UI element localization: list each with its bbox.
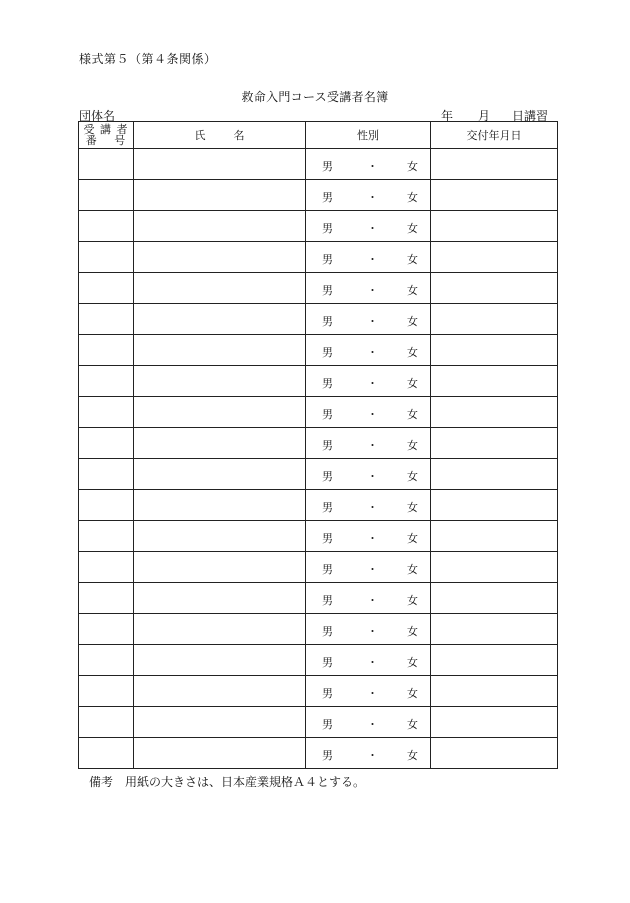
cell-name[interactable] [134,614,306,645]
sex-option-female[interactable]: 女 [407,687,418,700]
table-row [79,211,558,242]
sex-option-male[interactable]: 男 [322,501,333,514]
sex-separator: ・ [367,656,378,669]
sex-option-female[interactable]: 女 [407,563,418,576]
cell-number[interactable] [79,552,134,583]
cell-issue-date[interactable] [431,273,558,304]
sex-separator: ・ [367,377,378,390]
cell-number[interactable] [79,304,134,335]
table-row [79,242,558,273]
sex-option-female[interactable]: 女 [407,346,418,359]
cell-sex[interactable] [306,273,431,304]
cell-number[interactable] [79,707,134,738]
footer-note [89,773,365,790]
cell-number[interactable] [79,149,134,180]
cell-sex[interactable] [306,242,431,273]
cell-sex[interactable] [306,149,431,180]
sex-option-female[interactable]: 女 [407,160,418,173]
column-header-number [79,122,134,149]
cell-issue-date[interactable] [431,645,558,676]
sex-option-male[interactable]: 男 [322,315,333,328]
sex-option-female[interactable]: 女 [407,253,418,266]
cell-name[interactable] [134,273,306,304]
cell-sex[interactable] [306,552,431,583]
table-row [79,707,558,738]
cell-name[interactable] [134,583,306,614]
column-header-name-given: 名 [233,129,245,142]
sex-separator: ・ [367,749,378,762]
sex-option-male[interactable]: 男 [322,377,333,390]
cell-issue-date[interactable] [431,707,558,738]
sex-separator: ・ [367,315,378,328]
cell-issue-date[interactable] [431,552,558,583]
cell-sex[interactable] [306,521,431,552]
sex-option-male[interactable]: 男 [322,749,333,762]
cell-name[interactable] [134,335,306,366]
sex-option-male[interactable]: 男 [322,160,333,173]
cell-number[interactable] [79,335,134,366]
sex-separator: ・ [367,408,378,421]
cell-name[interactable] [134,676,306,707]
table-row [79,335,558,366]
cell-sex[interactable] [306,676,431,707]
cell-sex[interactable] [306,645,431,676]
cell-issue-date[interactable] [431,242,558,273]
sex-option-male[interactable]: 男 [322,253,333,266]
cell-issue-date[interactable] [431,738,558,769]
date-day-label: 日講習 [512,109,549,123]
column-header-number-line1: 受 講 者 [83,123,129,136]
cell-number[interactable] [79,614,134,645]
column-header-name [134,122,306,149]
roster-table [78,121,558,769]
cell-name[interactable] [134,707,306,738]
cell-issue-date[interactable] [431,366,558,397]
sex-option-female[interactable]: 女 [407,625,418,638]
sex-option-male[interactable]: 男 [322,346,333,359]
sex-option-male[interactable]: 男 [322,532,333,545]
cell-name[interactable] [134,149,306,180]
cell-name[interactable] [134,397,306,428]
sex-option-male[interactable]: 男 [322,439,333,452]
sex-separator: ・ [367,160,378,173]
group-name-label: 団体名 [79,109,116,123]
cell-number[interactable] [79,366,134,397]
table-row [79,614,558,645]
cell-issue-date[interactable] [431,180,558,211]
table-row [79,645,558,676]
table-row [79,552,558,583]
sex-option-male[interactable]: 男 [322,284,333,297]
cell-name[interactable] [134,242,306,273]
sex-option-male[interactable]: 男 [322,470,333,483]
cell-number[interactable] [79,273,134,304]
cell-issue-date[interactable] [431,459,558,490]
sex-option-female[interactable]: 女 [407,718,418,731]
sex-option-male[interactable]: 男 [322,563,333,576]
cell-issue-date[interactable] [431,149,558,180]
column-header-name-family: 氏 [194,129,206,142]
cell-number[interactable] [79,676,134,707]
sex-separator: ・ [367,346,378,359]
cell-number[interactable] [79,738,134,769]
cell-name[interactable] [134,428,306,459]
table-row [79,490,558,521]
cell-name[interactable] [134,490,306,521]
table-row [79,583,558,614]
sex-option-female[interactable]: 女 [407,470,418,483]
sex-option-male[interactable]: 男 [322,222,333,235]
table-row [79,304,558,335]
page-title: 救命入門コース受講者名簿 [241,90,389,104]
cell-name[interactable] [134,304,306,335]
cell-number[interactable] [79,428,134,459]
cell-issue-date[interactable] [431,304,558,335]
sex-option-female[interactable]: 女 [407,408,418,421]
cell-number[interactable] [79,521,134,552]
cell-sex[interactable] [306,583,431,614]
sex-separator: ・ [367,191,378,204]
form-label: 様式第５（第４条関係） [79,52,217,66]
table-row [79,366,558,397]
column-header-issue-date: 交付年月日 [431,122,558,149]
cell-name[interactable] [134,459,306,490]
cell-sex[interactable] [306,459,431,490]
sex-option-male[interactable]: 男 [322,594,333,607]
sex-separator: ・ [367,284,378,297]
table-row [79,273,558,304]
cell-name[interactable] [134,211,306,242]
cell-issue-date[interactable] [431,490,558,521]
cell-number[interactable] [79,645,134,676]
sex-separator: ・ [367,594,378,607]
cell-sex[interactable] [306,738,431,769]
sex-option-female[interactable]: 女 [407,656,418,669]
cell-sex[interactable] [306,397,431,428]
cell-number[interactable] [79,242,134,273]
column-header-sex: 性別 [306,122,431,149]
cell-sex[interactable] [306,304,431,335]
cell-number[interactable] [79,397,134,428]
cell-sex[interactable] [306,366,431,397]
cell-number[interactable] [79,211,134,242]
sex-option-female[interactable]: 女 [407,501,418,514]
table-row [79,676,558,707]
table-row [79,149,558,180]
sex-option-male[interactable]: 男 [322,625,333,638]
sex-option-female[interactable]: 女 [407,284,418,297]
sex-separator: ・ [367,470,378,483]
table-row [79,180,558,211]
sex-option-female[interactable]: 女 [407,315,418,328]
sex-option-male[interactable]: 男 [322,687,333,700]
sex-separator: ・ [367,439,378,452]
table-row [79,521,558,552]
sex-option-female[interactable]: 女 [407,532,418,545]
sex-separator: ・ [367,532,378,545]
cell-name[interactable] [134,552,306,583]
cell-number[interactable] [79,459,134,490]
cell-issue-date[interactable] [431,335,558,366]
cell-issue-date[interactable] [431,676,558,707]
cell-name[interactable] [134,738,306,769]
sex-option-female[interactable]: 女 [407,377,418,390]
cell-issue-date[interactable] [431,397,558,428]
sex-separator: ・ [367,718,378,731]
cell-sex[interactable] [306,180,431,211]
sex-option-male[interactable]: 男 [322,718,333,731]
sex-separator: ・ [367,222,378,235]
note-label: 備考 [89,775,114,789]
cell-sex[interactable] [306,707,431,738]
sex-option-male[interactable]: 男 [322,408,333,421]
sex-separator: ・ [367,563,378,576]
table-row [79,397,558,428]
note-text: 用紙の大きさは、日本産業規格Ａ４とする。 [125,775,366,789]
sex-option-male[interactable]: 男 [322,191,333,204]
table-row [79,459,558,490]
sex-separator: ・ [367,253,378,266]
cell-name[interactable] [134,645,306,676]
date-year-label: 年 [441,109,454,123]
sex-separator: ・ [367,687,378,700]
sex-separator: ・ [367,625,378,638]
date-month-label: 月 [478,109,491,123]
cell-number[interactable] [79,490,134,521]
column-header-number-line2: 番 号 [85,134,127,147]
cell-name[interactable] [134,366,306,397]
cell-issue-date[interactable] [431,521,558,552]
sex-option-male[interactable]: 男 [322,656,333,669]
sex-option-female[interactable]: 女 [407,191,418,204]
cell-sex[interactable] [306,490,431,521]
cell-sex[interactable] [306,428,431,459]
table-row [79,738,558,769]
cell-name[interactable] [134,180,306,211]
roster-body [79,149,558,769]
sex-option-female[interactable]: 女 [407,439,418,452]
cell-issue-date[interactable] [431,583,558,614]
sex-option-female[interactable]: 女 [407,749,418,762]
cell-issue-date[interactable] [431,428,558,459]
cell-sex[interactable] [306,211,431,242]
table-row [79,428,558,459]
sex-option-female[interactable]: 女 [407,222,418,235]
cell-number[interactable] [79,583,134,614]
cell-sex[interactable] [306,335,431,366]
cell-number[interactable] [79,180,134,211]
cell-issue-date[interactable] [431,614,558,645]
sex-option-female[interactable]: 女 [407,594,418,607]
sex-separator: ・ [367,501,378,514]
cell-sex[interactable] [306,614,431,645]
cell-name[interactable] [134,521,306,552]
table-header-row [79,122,558,149]
cell-issue-date[interactable] [431,211,558,242]
